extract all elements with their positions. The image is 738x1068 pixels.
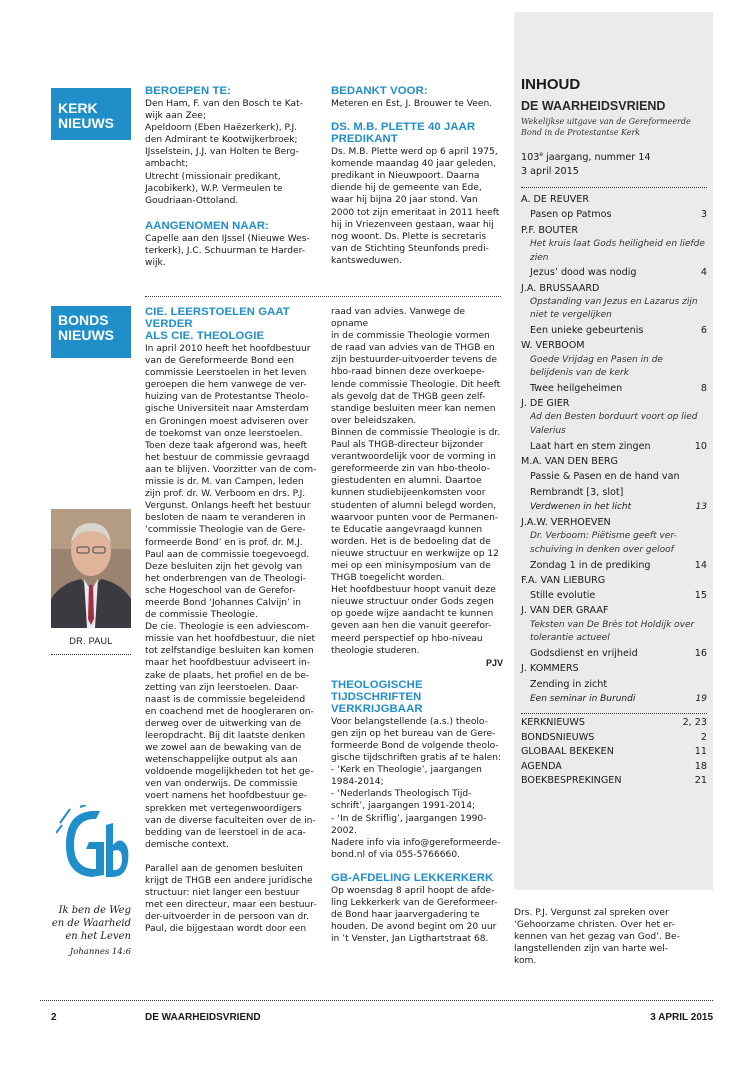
toc-subtitle: Ad den Besten borduurt voort op lied Valerius — [530, 412, 698, 437]
toc-author: J. DE GIER — [521, 398, 570, 410]
section-link[interactable] — [521, 774, 707, 789]
toc-subtitle: Het kruis laat Gods heiligheid en liefde zien — [530, 239, 705, 263]
magazine-tagline: Wekelijkse uitgave van de Gereformeerde Bond in de Protestantse Kerk — [521, 117, 691, 137]
sections-divider — [521, 713, 707, 714]
footer-date: 3 APRIL 2015 — [650, 1012, 713, 1023]
section-name: AGENDA — [521, 760, 562, 772]
toc-entry[interactable] — [521, 323, 707, 338]
issue-number: 103 — [521, 152, 540, 164]
portrait-illustration — [51, 509, 131, 628]
footer-magazine: DE WAARHEIDSVRIEND — [145, 1012, 261, 1023]
bedankt-text: Meteren en Est, J. Brouwer te Veen. — [331, 99, 493, 109]
section-name: BOEKBESPREKINGEN — [521, 775, 622, 787]
toc-author: P.F. BOUTER — [521, 224, 578, 236]
portrait-photo — [51, 509, 131, 628]
toc-subtitle-entry[interactable] — [521, 500, 707, 515]
toc-entry-page: 3 — [700, 209, 707, 221]
toc-entry-title: Een unieke gebeurtenis — [530, 325, 644, 337]
toc-entry[interactable] — [521, 265, 707, 280]
section-name: KERKNIEUWS — [521, 717, 585, 729]
section-page: 18 — [694, 760, 707, 772]
toc-subtitle: Een seminar in Burundi — [530, 693, 636, 704]
toc-entry[interactable] — [521, 439, 707, 454]
gb-logo-mark — [56, 805, 132, 883]
toc-entry-page: 10 — [694, 440, 707, 452]
toc-entry[interactable] — [521, 469, 707, 500]
tijdschriften-text: Voor belangstellende (a.s.) theolo- gen zijn op het bureau van de Gere- formeerde Bond de volgende theolo- gische tijdschriften gratis af te halen: - ‘Kerk en Theologie’, jaargangen 1984-2014; - ‘Nederlands Theologisch Tijd- schrift’, jaargangen 1991-2014; - ‘In de Skriflig’, jaargangen 1990- 2002. Nadere info via info@gereformeerde- bond.nl of via 055-5766660. — [331, 716, 502, 860]
toc-divider — [521, 187, 707, 188]
toc-entry-page: 13 — [695, 501, 707, 512]
toc-subtitle: Goede Vrijdag en Pasen in de belijdenis van de kerk — [530, 354, 663, 379]
beroepen-heading: BEROEPEN TE: — [145, 85, 231, 97]
toc-entry-title: Zondag 1 in de prediking — [530, 559, 651, 571]
toc-entry-page: 6 — [700, 325, 707, 337]
section-link[interactable] — [521, 716, 707, 731]
magazine-name: DE WAARHEIDSVRIEND — [521, 99, 666, 113]
toc-author: J.A.W. VERHOEVEN — [521, 517, 611, 529]
toc-author: F.A. VAN LIEBURG — [521, 574, 606, 586]
toc-author: J. KOMMERS — [521, 663, 579, 675]
section-link[interactable] — [521, 760, 707, 775]
lekkerkerk-continued — [514, 907, 714, 967]
bible-quote — [40, 904, 131, 959]
kerknieuws-line2: NIEUWS — [58, 115, 114, 131]
lekkerkerk-heading: GB-AFDELING LEKKERKERK — [331, 871, 494, 884]
toc-entry-page: 8 — [700, 382, 707, 394]
table-of-contents — [521, 192, 707, 707]
section-name: GLOBAAL BEKEKEN — [521, 746, 614, 758]
section-name: BONDSNIEUWS — [521, 731, 595, 743]
toc-entry[interactable] — [521, 207, 707, 222]
toc-author: W. VERBOOM — [521, 340, 585, 352]
toc-author: J. VAN DER GRAAF — [521, 605, 609, 617]
toc-entry[interactable] — [521, 588, 707, 603]
toc-entry[interactable] — [521, 381, 707, 396]
beroepen-section — [145, 85, 315, 269]
issue-date: 3 april 2015 — [521, 166, 579, 178]
beroepen-text: Den Ham, F. van den Bosch te Kat- wijk aan Zee; Apeldoorn (Eben Haëzerkerk), P.J. den Admirant te Kootwijkerbroek; IJsselstein, J.J. van Holten te Berg- ambacht; Utrecht (missionair predikant, Jacobikerk), W.P. Vermeulen te Goudriaan-Ottoland. — [145, 99, 303, 206]
lekkerkerk-text: Op woensdag 8 april hoopt de afde- ling Lekkerkerk van de Gereformeer- de Bond haar jaarvergadering te houden. De avond begint om 20 uur in ’t Venster, Jan Ligthartstraat 68. — [331, 885, 498, 945]
toc-entry-title: Passie & Pasen en de hand van Rembrandt [3, slot] — [530, 471, 680, 498]
aangenomen-heading: AANGENOMEN NAAR: — [145, 219, 269, 232]
section-page: 11 — [694, 746, 707, 758]
section-page: 2 — [700, 731, 707, 743]
footer-page-number: 2 — [51, 1012, 57, 1023]
aangenomen-text: Capelle aan den IJssel (Nieuwe Wes- terkerk), J.C. Schuurman te Harder- wijk. — [145, 233, 310, 269]
toc-entry-page: 4 — [700, 267, 707, 279]
issue-line — [521, 148, 707, 165]
toc-entry-title: Godsdienst en vrijheid — [530, 647, 638, 659]
toc-subtitle: Teksten van De Brès tot Holdijk over tolerantie actueel — [530, 619, 695, 644]
issue-sup: e — [539, 151, 544, 158]
quote-reference: Johannes 14:6 — [69, 947, 131, 957]
toc-author: A. DE REUVER — [521, 194, 590, 206]
toc-author: M.A. VAN DEN BERG — [521, 455, 618, 467]
photo-caption: DR. PAUL — [69, 636, 113, 646]
toc-entry[interactable] — [521, 558, 707, 573]
leerstoelen-text-2: Parallel aan de genomen besluiten krijgt de THGB een andere juridische structuur: niet langer een bestuur met een directeur, maar een bestuur- der-uitvoerder in de persoon van dr. Paul, die bijgestaan wordt door een — [145, 863, 317, 935]
section-link[interactable] — [521, 731, 707, 746]
bondsnieuws-line2: NIEUWS — [58, 327, 114, 343]
leerstoelen-text-1: In april 2010 heeft het hoofdbestuur van de Gereformeerde Bond een commissie Leerstoelen in het leven geroepen die hem vanwege de ver- huizing van de Protestantse Theolo- gische Universiteit naar Amsterdam en Groningen moest adviseren over de toekomst van onze leerstoelen. Toen deze taak afgerond was, heeft het bestuur de commissie gevraagd aan te blijven. Voorzitter van de com- missie is dr. M. van Campen, leden zijn prof. dr. W. Verboom en drs. P.J. Vergunst. Onlangs heeft het bestuur besloten de naam te veranderen in ‘commissie Theologie van de Gere- formeerde Bond’ en is prof. dr. M.J. Paul aan de commissie toegevoegd. Deze besluiten zijn het gevolg van het onderbrengen van de Theologi- sche Hogeschool van de Gerefor- meerde Bond ‘Johannes Calvijn’ in de commissie Theologie. De cie. Theologie is een adviescom- missie van het hoofdbestuur, die niet tot zelfstandige besluiten kan komen maar het hoofdbestuur adviseert in- zake de plaats, het profiel en de be- zetting van zijn leerstoelen. Daar- naast is de commissie begeleidend en coachend met de hoogleraren on- derweg over de uitwerking van de leeropdracht. Bij dit laatste denken we zowel aan de bewaking van de wetenschappelijke output als aan voldoende mogelijkheden tot het ge- ven van onderwijs. De commissie voert namens het hoofdbestuur ge- sprekken met vertegenwoordigers van de diverse faculteiten over de in- bedding van de leerstoel in de aca- demische context. — [145, 344, 317, 850]
section-page: 21 — [694, 775, 707, 787]
bedankt-section — [331, 85, 501, 267]
toc-entry-page: 15 — [694, 590, 707, 602]
photo-divider — [51, 654, 131, 655]
plette-heading: DS. M.B. PLETTE 40 JAAR PREDIKANT — [331, 121, 476, 146]
bondsnieuws-badge — [51, 306, 131, 358]
toc-entry-page: 14 — [694, 559, 707, 571]
toc-entry-title: Stille evolutie — [530, 590, 596, 602]
footer-rule — [40, 1000, 713, 1001]
bondsnieuws-line1: BONDS — [58, 312, 109, 328]
leerstoelen-text-3: raad van advies. Vanwege de opname in de commissie Theologie vormen de raad van advies van de THGB en zijn bestuurder-uitvoerder tevens de hbo-raad binnen deze overkoepe- lende commissie Theologie. Dit heeft als gevolg dat de THGB geen zelf- standige besluiten meer kan nemen over beleidszaken. Binnen de commissie Theologie is dr. Paul als THGB-directeur bijzonder verantwoordelijk voor de vorming in gereformeerde zin van hbo-theolo- giestudenten en alumni. Daartoe kunnen studiebijeenkomsten voor studenten of alumni belegd worden, waarvoor punten voor de Permanen- te Educatie aangevraagd kunnen worden. Het is de bedoeling dat de nieuwe structuur en werkwijze op 12 mei op een minisymposium van de THGB toegelicht worden. Het hoofdbestuur hoopt vanuit deze nieuwe structuur onder Gods zegen op goede wijze aandacht te kunnen geven aan hen die vanuit geerefor- meerd perspectief op hbo-niveau theologie studeren. — [331, 307, 501, 656]
toc-subtitle: Dr. Verboom: Piëtisme geeft ver-schuiving in denken over geloof — [530, 531, 677, 555]
toc-entry[interactable] — [521, 677, 707, 692]
sidebar-content — [521, 76, 707, 789]
section-divider — [145, 296, 501, 297]
toc-subtitle-entry[interactable] — [521, 692, 707, 707]
toc-entry-title: Pasen op Patmos — [530, 209, 612, 221]
kerknieuws-line1: KERK — [58, 100, 98, 116]
plette-text: Ds. M.B. Plette werd op 6 april 1975, komende maandag 40 jaar geleden, predikant in Nieuwpoort. Daarna diende hij de gemeente van Ede, waar hij bijna 20 jaar stond. Van 2000 tot zijn emeritaat in 2011 heeft hij in Vriezenveen gestaan, waar hij nog woont. Ds. Plette is secretaris van de Stichting Steunfonds predi- kantsweduwen. — [331, 147, 500, 266]
section-list — [521, 716, 707, 789]
quote-line-3: en het Leven — [65, 931, 131, 942]
sidebar-title: INHOUD — [521, 76, 581, 93]
section-link[interactable] — [521, 745, 707, 760]
toc-entry-page: 19 — [695, 693, 707, 704]
toc-entry-title: Jezus’ dood was nodig — [530, 267, 637, 279]
toc-entry-page: 16 — [694, 647, 707, 659]
toc-author: J.A. BRUSSAARD — [521, 282, 600, 294]
issue-rest: jaargang, nummer 14 — [543, 152, 651, 164]
bedankt-heading: BEDANKT VOOR: — [331, 85, 428, 97]
toc-subtitle: Verdwenen in het licht — [530, 501, 632, 512]
kerknieuws-badge — [51, 88, 131, 140]
gb-logo — [56, 805, 132, 883]
quote-line-2: en de Waarheid — [51, 918, 131, 929]
leerstoelen-heading: CIE. LEERSTOELEN GAAT VERDER ALS CIE. THEOLOGIE — [145, 306, 290, 342]
toc-subtitle: Opstanding van Jezus en Lazarus zijn niet te vergelijken — [530, 296, 698, 321]
toc-entry-title: Twee heilgeheimen — [530, 382, 623, 394]
leerstoelen-section — [145, 306, 317, 936]
quote-line-1: Ik ben de Weg — [58, 905, 131, 916]
section-page: 2, 23 — [682, 717, 707, 729]
toc-entry-title: Zending in zicht — [530, 678, 608, 690]
tijdschriften-heading: THEOLOGISCHE TIJDSCHRIFTEN VERKRIJGBAAR — [331, 678, 423, 715]
article-signature: PJV — [485, 657, 503, 668]
leerstoelen-continued — [331, 306, 503, 945]
toc-entry[interactable] — [521, 646, 707, 661]
lekkerkerk-text-continued: Drs. P.J. Vergunst zal spreken over ‘Gehoorzame christen. Over het er- kennen van het gezag van God’. Be- langstellenden zijn van harte wel- kom. — [514, 908, 680, 967]
toc-entry-title: Laat hart en stem zingen — [530, 440, 651, 452]
